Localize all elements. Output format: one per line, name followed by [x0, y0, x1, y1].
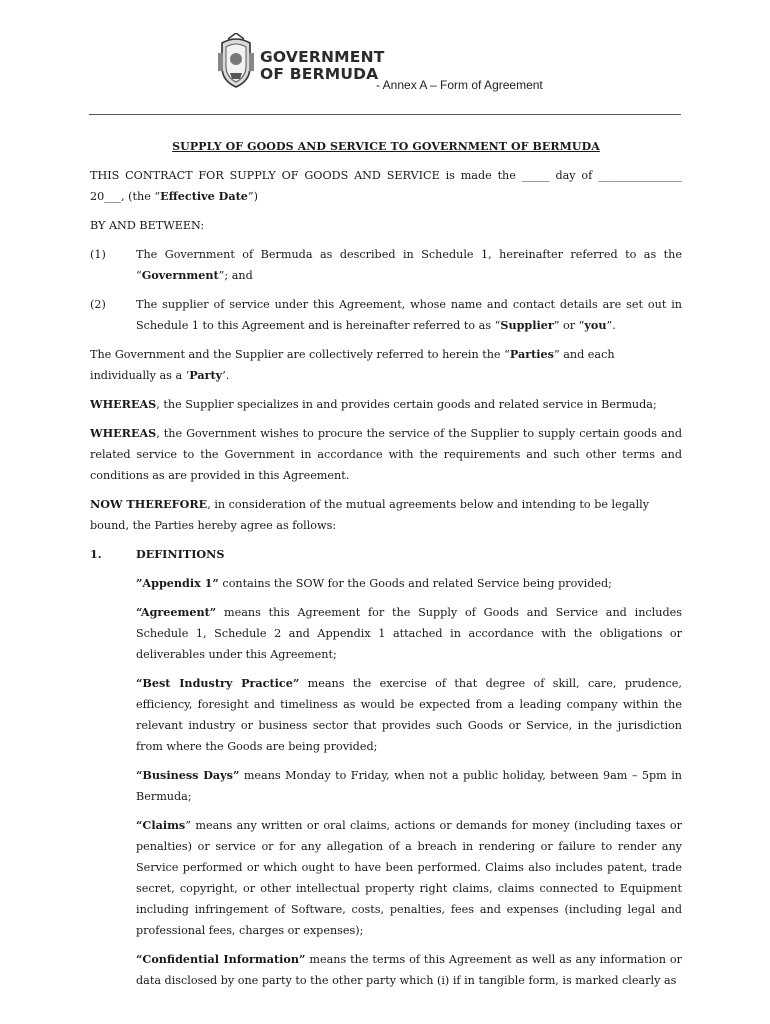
section-number: 1.	[90, 547, 102, 561]
definition-text: ” means any written or oral claims, actions or demands for money (including taxes or penalties) or service or for any allegation of a breach in rendering or failure to render any Service performed or which ought to have been performed. Claims also includes patent, trade secret, copyright, or other intellectual property right claims, claims connected to Equipment including infringement of Software, costs, penalties, fees and expenses (including legal and professional fees, charges or expenses);	[136, 819, 682, 937]
parties-end: ’.	[222, 369, 230, 382]
party-item	[90, 294, 682, 336]
definition-text: means the exercise of that degree of skill, care, prudence, efficiency, foresight and timeliness as would be expected from a leading company within the relevant industry or business sector that provides such Goods or Service, in the jurisdiction from where the Goods are being provided;	[136, 677, 682, 753]
party2-mid: ” or “	[553, 319, 585, 332]
definition-term: “Claims	[136, 818, 186, 832]
section-heading	[90, 544, 682, 565]
now-therefore-text: , in consideration of the mutual agreements below and intending to be legally bound, the Parties hereby agree as follows:	[90, 498, 650, 532]
government-logo	[216, 33, 385, 91]
definition-item	[136, 673, 682, 757]
supplier-term: Supplier	[500, 318, 554, 332]
annex-label: - Annex A – Form of Agreement	[376, 78, 543, 92]
party-item	[90, 244, 682, 286]
definition-text: means this Agreement for the Supply of Goods and Service and includes Schedule 1, Schedule 2 and Appendix 1 attached in accordance with the obligations or deliverables under this Agreement;	[136, 606, 682, 661]
definition-text: means Monday to Friday, when not a public holiday, between 9am – 5pm in Bermuda;	[136, 769, 682, 803]
effective-date-term: Effective Date	[160, 189, 248, 203]
definition-term: “Confidential Information”	[136, 952, 306, 966]
definition-term: ”Appendix 1”	[136, 576, 219, 590]
parties-paragraph	[90, 344, 682, 386]
party2-end: ”.	[606, 319, 616, 332]
intro-paragraph	[90, 165, 682, 207]
definition-item	[136, 602, 682, 665]
party-term: Party	[189, 368, 223, 382]
government-term: Government	[141, 268, 219, 282]
section-title: DEFINITIONS	[136, 547, 225, 561]
party-number: (1)	[90, 248, 106, 261]
definition-item	[136, 573, 682, 594]
org-line-2: OF BERMUDA	[260, 65, 379, 83]
intro-text: THIS CONTRACT FOR SUPPLY OF GOODS AND SERVICE is made the _____ day of _______________ 20___, (the “	[90, 169, 682, 203]
document-title: SUPPLY OF GOODS AND SERVICE TO GOVERNMENT OF BERMUDA	[172, 140, 600, 153]
definition-term: “Best Industry Practice”	[136, 676, 300, 690]
definition-text: contains the SOW for the Goods and related Service being provided;	[218, 577, 612, 590]
between-line: BY AND BETWEEN:	[90, 219, 205, 232]
party-text	[136, 244, 682, 286]
you-term: you	[584, 318, 607, 332]
whereas-paragraph-1	[90, 394, 682, 415]
definition-item	[136, 815, 682, 941]
definition-item	[136, 765, 682, 807]
org-line-1: GOVERNMENT	[260, 48, 385, 66]
party-text	[136, 294, 682, 336]
whereas-paragraph-2	[90, 423, 682, 486]
parties-mid: ” and each individually as a ‘	[90, 348, 615, 382]
parties-text: The Government and the Supplier are collectively referred to herein the “	[90, 348, 510, 361]
definition-item	[136, 949, 682, 991]
definition-term: “Agreement”	[136, 605, 217, 619]
bermuda-crest-icon	[216, 33, 256, 89]
whereas-text: , the Government wishes to procure the service of the Supplier to supply certain goods and related service to the Government in accordance with the requirements and such other terms and conditions as are provided in this Agreement.	[90, 427, 682, 482]
whereas-text: , the Supplier specializes in and provides certain goods and related service in Bermuda;	[156, 398, 657, 411]
organization-name	[260, 49, 385, 83]
definition-term: “Business Days”	[136, 768, 240, 782]
intro-end: ”)	[247, 190, 258, 203]
whereas-keyword: WHEREAS	[90, 397, 157, 411]
now-therefore-paragraph	[90, 494, 682, 536]
document-body	[90, 136, 682, 999]
parties-term: Parties	[509, 347, 554, 361]
now-therefore-keyword: NOW THEREFORE	[90, 497, 208, 511]
party1-end: ”; and	[218, 269, 253, 282]
header-divider	[89, 114, 681, 115]
whereas-keyword: WHEREAS	[90, 426, 157, 440]
party1-text: The Government of Bermuda as described in Schedule 1, hereinafter referred to as the “	[136, 248, 682, 282]
definition-text: means the terms of this Agreement as well as any information or data disclosed by one party to the other party which (i) if in tangible form, is marked clearly as	[136, 953, 682, 987]
party2-text: The supplier of service under this Agreement, whose name and contact details are set out in Schedule 1 to this Agreement and is hereinafter referred to as “	[136, 298, 682, 332]
party-number: (2)	[90, 298, 106, 311]
